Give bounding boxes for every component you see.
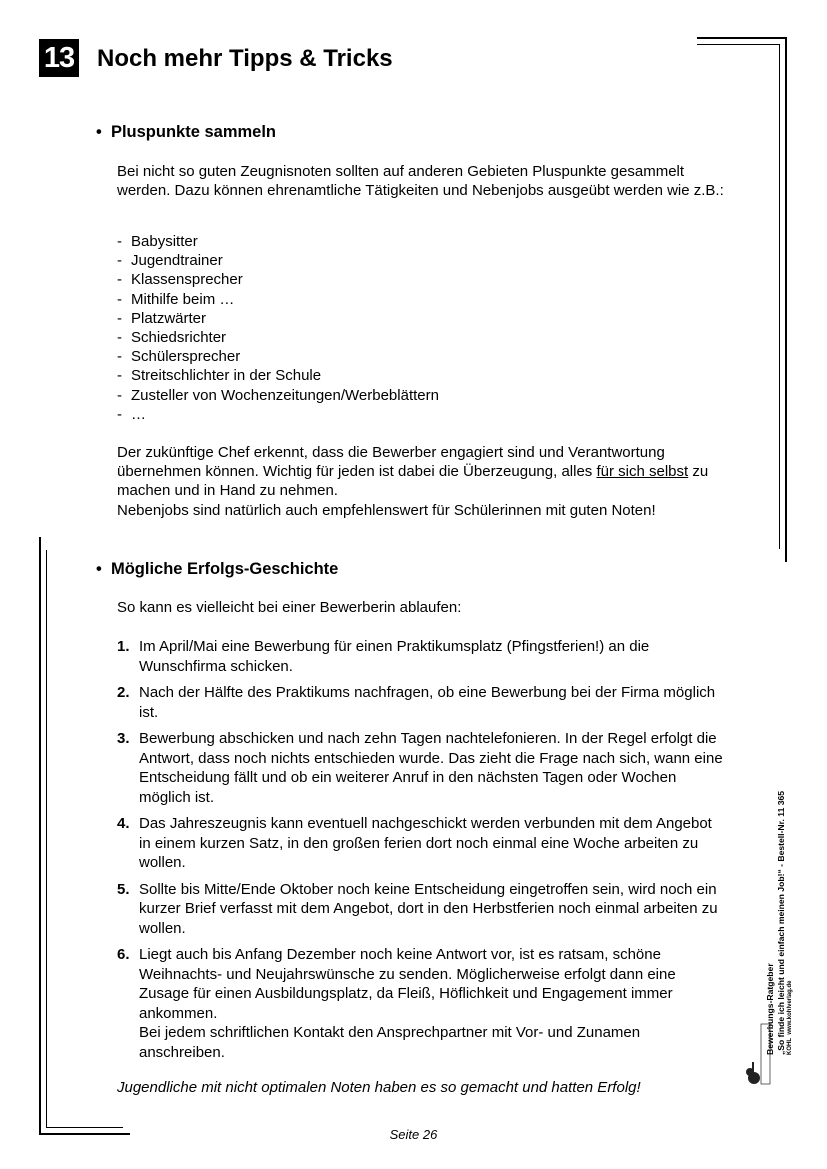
section2-intro <box>117 598 737 617</box>
list-item: - Schülersprecher <box>117 348 241 366</box>
list-item: - Babysitter <box>117 233 198 250</box>
frame-line-top <box>697 37 787 39</box>
frame-line-left <box>39 537 41 1135</box>
publisher-logo-text: KOHL <box>787 1038 793 1055</box>
step-item: 3. Bewerbung abschicken und nach zehn Tagen nachtelefonieren. In der Regel erfolgt die Antwort, dass noch nichts entschieden wurde. Das zieht die Frage nach sich, wann eine Entscheidung fällt und ob ein weiterer Anruf in den nächsten Tagen oder Wochen möglich ist. <box>117 730 723 806</box>
closing-statement: Jugendliche mit nicht optimalen Noten haben es so gemacht und hatten Erfolg! <box>117 1079 641 1096</box>
bullet: • <box>96 123 102 141</box>
intro-text: Bei nicht so guten Zeugnisnoten sollten auf anderen Gebieten Pluspunkte gesammelt werden. Dazu können ehrenamtliche Tätigkeiten und Nebenjobs ausgeübt werden wie z.B.: <box>117 163 724 200</box>
frame-line-left-inner <box>46 550 47 1128</box>
publisher-url: www.kohlverlag.de <box>787 980 793 1035</box>
chapter-number-badge <box>39 39 79 77</box>
step-extra-note: Bei jedem schriftlichen Kontakt den Ansprechpartner mit Vor- und Zunamen anschreiben. <box>139 1024 641 1061</box>
list-item: - Platzwärter <box>117 309 207 327</box>
step-item: 5. Sollte bis Mitte/Ende Oktober noch keine Entscheidung eingetroffen sein, wird noch ein kurzer Brief verfasst mit dem Angebot, dort in den Herbstferien noch einmal arbeiten zu wollen. <box>117 880 718 937</box>
list-item: - Klassensprecher <box>117 271 243 289</box>
page-number: Seite 26 <box>389 1127 438 1142</box>
page-title: Noch mehr Tipps & Tricks <box>97 45 393 72</box>
sidebar-subtitle: „So finde ich leicht und einfach meinen Job!“ - Bestell-Nr. 11 365 <box>776 790 786 1055</box>
section1-outro <box>117 443 732 520</box>
list-item: - Zusteller von Wochenzeitungen/Werbeblättern <box>117 386 439 404</box>
frame-line-right-inner <box>779 44 780 549</box>
frame-line-right <box>785 37 787 562</box>
list-item: - Jugendtrainer <box>117 252 223 270</box>
section-heading-text: Pluspunkte sammeln <box>110 123 277 141</box>
intro-text: So kann es vielleicht bei einer Bewerberin ablaufen: <box>117 599 462 616</box>
step-item: 1. Im April/Mai eine Bewerbung für einen Praktikumsplatz (Pfingstferien!) an die Wunschfirma schicken. <box>117 638 650 675</box>
outro-text: Der zukünftige Chef erkennt, dass die Bewerber engagiert sind und Verantwortung übernehmen können. Wichtig für jeden ist dabei die Überzeugung, alles für sich selbst zu machen und in Hand zu nehmen. <box>117 444 709 500</box>
step-item: 4. Das Jahreszeugnis kann eventuell nachgeschickt werden verbunden mit dem Angebot in einem kurzen Satz, in den großen ferien dort noch einmal eine Woche arbeiten zu wollen. <box>117 815 712 871</box>
list-item: - Streitschlichter in der Schule <box>117 367 322 385</box>
list-item: - Schiedsrichter <box>117 329 227 347</box>
frame-line-top-inner <box>697 44 780 45</box>
step-item: 2. Nach der Hälfte des Praktikums nachfragen, ob eine Bewerbung bei der Firma möglich ist. <box>117 684 716 721</box>
publisher-sidebar <box>765 775 794 1055</box>
underlined-phrase: für sich selbst <box>596 463 689 481</box>
list-item: - … <box>117 405 146 423</box>
success-steps <box>117 637 727 1069</box>
section-heading-text: Mögliche Erfolgs-Geschichte <box>110 560 339 578</box>
chapter-number: 13 <box>43 41 75 74</box>
sidebar-title: Bewerbungs-Ratgeber <box>765 963 775 1055</box>
bullet: • <box>96 560 102 578</box>
outro-text-line2: Nebenjobs sind natürlich auch empfehlenswert für Schülerinnen mit guten Noten! <box>117 501 656 519</box>
list-item: - Mithilfe beim … <box>117 290 235 308</box>
section-heading-pluspunkte <box>96 123 276 142</box>
activity-list <box>117 232 439 424</box>
step-item: 6. Liegt auch bis Anfang Dezember noch keine Antwort vor, ist es ratsam, schöne Weihnachts- und Neujahrswünsche zu senden. Möglicherweise erfolgt dann eine Zusage für einen Ausbildungsplatz, da Fleiß, Höflichkeit und Engagement immer ankommen. Bei jedem schriftlichen Kontakt den Ansprechpartner mit Vor- und Zunamen anschreiben. <box>117 946 676 1061</box>
section-heading-erfolgsgeschichte <box>96 560 338 579</box>
section1-intro <box>117 162 727 200</box>
